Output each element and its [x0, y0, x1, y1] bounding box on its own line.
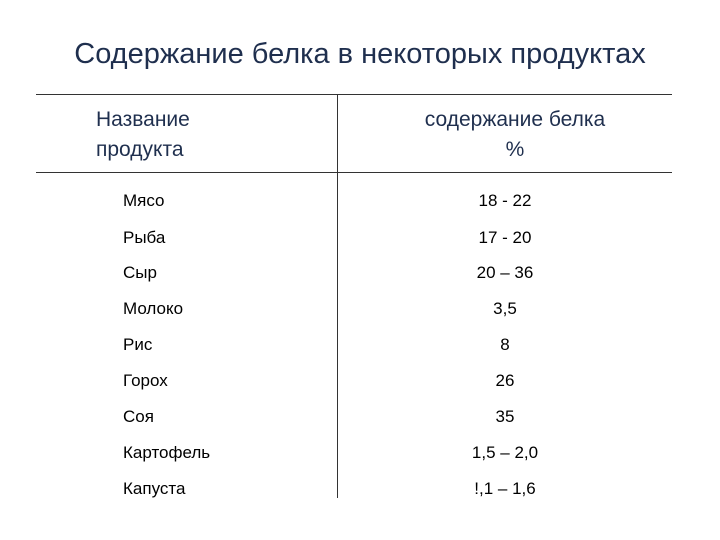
protein-value-cell: 1,5 – 2,0: [471, 443, 539, 462]
table-row: [0, 330, 720, 360]
product-name-cell: Рыба: [123, 228, 166, 247]
table-row: [0, 402, 720, 432]
table-row: [0, 366, 720, 396]
header-protein-content-line2: %: [505, 138, 525, 161]
product-name-cell: Сыр: [123, 263, 157, 282]
table-row: [0, 438, 720, 468]
header-protein-content: [390, 105, 640, 165]
product-name-cell: Картофель: [123, 443, 211, 462]
protein-value-cell: 18 - 22: [478, 191, 532, 210]
table-row: [0, 186, 720, 216]
table-row: [0, 223, 720, 253]
product-name-cell: Капуста: [123, 479, 186, 498]
header-protein-content-line1: содержание белка: [424, 108, 606, 131]
product-name-cell: Горох: [123, 371, 168, 390]
table-row: [0, 294, 720, 324]
protein-value-cell: 3,5: [493, 299, 517, 318]
protein-value-cell: 20 – 36: [476, 263, 534, 282]
header-product-name: [96, 105, 296, 165]
product-name-cell: Соя: [123, 407, 154, 426]
protein-value-cell: 17 - 20: [478, 228, 532, 247]
protein-value-cell: !,1 – 1,6: [474, 479, 536, 498]
protein-value-cell: 26: [495, 371, 515, 390]
protein-value-cell: 8: [500, 335, 510, 354]
slide-title: Содержание белка в некоторых продуктах: [74, 38, 646, 70]
product-name-cell: Рис: [123, 335, 153, 354]
product-name-cell: Мясо: [123, 191, 165, 210]
header-product-name-line2: продукта: [96, 138, 184, 161]
table-header-rule: [36, 172, 672, 173]
header-product-name-line1: Название: [96, 108, 190, 131]
product-name-cell: Молоко: [123, 299, 184, 318]
protein-value-cell: 35: [495, 407, 515, 426]
table-row: [0, 474, 720, 504]
table-top-rule: [36, 94, 672, 95]
table-row: [0, 258, 720, 288]
